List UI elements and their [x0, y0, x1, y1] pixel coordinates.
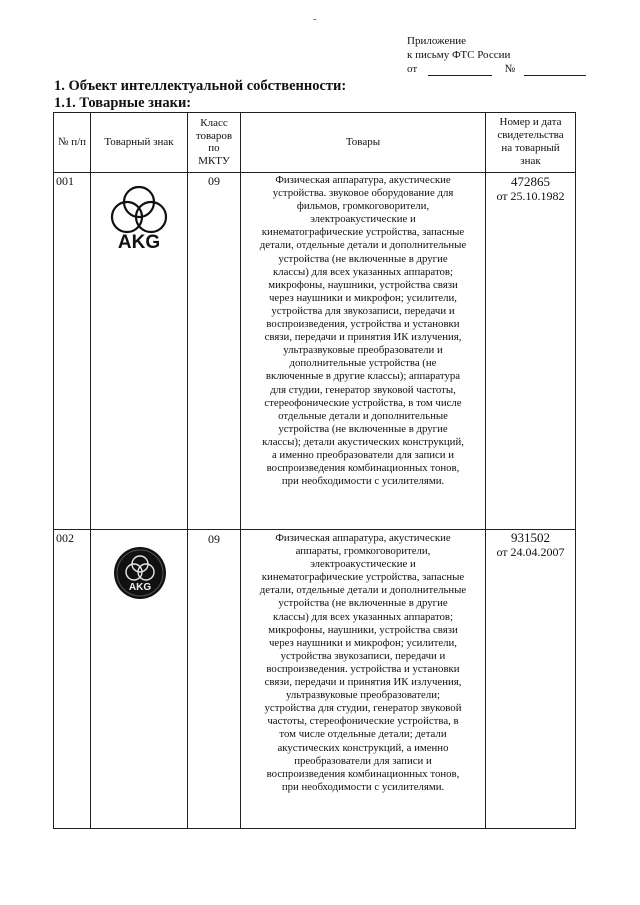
goods-line: детали, отдельные детали и дополнительные	[259, 584, 467, 597]
goods-line: ультразвуковые преобразователи;	[286, 689, 440, 702]
header-mark: Товарный знак	[104, 136, 174, 148]
logo-text: AKG	[117, 232, 161, 253]
goods-line: фильмов, громкоговорители,	[296, 200, 430, 213]
goods-line: аппараты, громкоговорители,	[295, 545, 431, 558]
goods-line: включенные в другие классы); аппаратура	[265, 370, 461, 383]
goods-line: воспроизведения. устройства и установки	[266, 662, 460, 675]
goods-line: дополнительные устройства (не	[289, 357, 437, 370]
goods-line: воспроизведения комбинационных тонов,	[266, 767, 460, 780]
goods-line: кинематографические устройства, запасные	[261, 226, 465, 239]
goods-line: микрофоны, наушники, устройства связи	[268, 278, 458, 291]
goods-line: отдельные детали и дополнительные	[278, 409, 448, 422]
annex-line-1: Приложение	[407, 35, 467, 47]
row-1-reg-date: от 25.10.1982	[496, 189, 565, 203]
goods-line: устройства звукозаписи, передачи и	[280, 649, 446, 662]
goods-line: классы); детали акустических конструкций,	[262, 435, 464, 448]
scan-mark: ˜	[313, 18, 317, 29]
goods-line: устройства (не включенные в другие	[278, 422, 448, 435]
goods-line: Физическая аппаратура, акустические	[275, 532, 451, 544]
akg-rings-icon	[101, 182, 177, 254]
goods-line: электроакустические и	[310, 213, 416, 226]
annex-from-label: от	[407, 63, 418, 75]
goods-line: а именно преобразователи для записи и	[271, 448, 455, 461]
goods-line: устройства. звуковое оборудование для	[272, 187, 454, 200]
col-divider-4	[485, 112, 486, 829]
row-2-goods	[242, 532, 484, 794]
goods-line: преобразователи для записи и	[294, 754, 432, 767]
table-border-bottom	[53, 828, 576, 829]
annex-line-3	[407, 62, 586, 76]
header-reg-line: Номер и дата	[499, 116, 562, 128]
table-header-separator	[53, 172, 576, 173]
goods-line: для студии, генератор звуковой частоты,	[270, 383, 456, 396]
annex-number-blank	[524, 64, 586, 76]
goods-line: при необходимости с усилителями.	[281, 475, 445, 488]
row-2-klass: 09	[208, 532, 220, 546]
goods-line: том числе отдельные детали; детали	[279, 728, 447, 741]
row-2-reg-date: от 24.04.2007	[496, 545, 565, 559]
goods-line: Физическая аппаратура, акустические	[275, 174, 451, 186]
header-reg	[486, 112, 575, 172]
goods-line: воспроизведения комбинационных тонов,	[266, 462, 460, 475]
goods-line: частоты, стереофонические устройства, в	[267, 715, 459, 728]
header-klass-line: Класс	[200, 117, 228, 129]
row-1-reg-number: 472865	[511, 174, 550, 189]
logo-text: AKG	[128, 582, 152, 593]
goods-line: детали, отдельные детали и дополнительные	[259, 239, 467, 252]
goods-line: микрофоны, наушники, устройства связи	[268, 623, 458, 636]
header-klass-line: по	[208, 142, 220, 154]
goods-line: ультразвуковые преобразователи и	[283, 344, 443, 357]
trademarks-table	[53, 112, 576, 829]
goods-line: связи, передачи и принятия ИК излучения,	[264, 331, 462, 344]
header-klass	[188, 112, 240, 172]
row-2-num: 002	[56, 531, 74, 545]
goods-line: классы) для всех указанных аппаратов;	[272, 610, 454, 623]
goods-line: классы) для всех указанных аппаратов;	[272, 265, 454, 278]
goods-line: кинематографические устройства, запасные	[261, 571, 465, 584]
col-divider-1	[90, 112, 91, 829]
goods-line: стереофонические устройства, в том числе	[264, 396, 462, 409]
col-divider-2	[187, 112, 188, 829]
header-num: № п/п	[57, 136, 87, 148]
row-1-registration	[486, 174, 575, 204]
annex-line-2: к письму ФТС России	[407, 49, 511, 61]
header-klass-line: МКТУ	[198, 154, 230, 167]
goods-line: устройства для студии, генератор звуковой	[264, 702, 462, 715]
goods-line: связи, передачи и принятия ИК излучения,	[264, 676, 462, 689]
annex-date-blank	[428, 64, 492, 76]
goods-line: акустических конструкций, а именно	[277, 741, 449, 754]
header-reg-line: знак	[520, 155, 541, 167]
goods-line: воспроизведения, устройства и установки	[266, 318, 460, 331]
annex-block	[407, 34, 586, 76]
goods-line: при необходимости с усилителями.	[281, 780, 445, 793]
goods-line: устройства для звукозаписи, передачи и	[271, 304, 455, 317]
row-2-reg-number: 931502	[511, 530, 550, 545]
table-border-right	[575, 112, 576, 829]
header-reg-line: свидетельства	[497, 129, 564, 141]
row-1-klass: 09	[208, 174, 220, 188]
akg-trademark-logo-2	[112, 545, 168, 601]
col-divider-3	[240, 112, 241, 829]
goods-line: устройства (не включенные в другие	[278, 597, 448, 610]
header-goods: Товары	[345, 136, 381, 148]
akg-trademark-logo-1	[101, 182, 177, 254]
section-heading: 1. Объект интеллектуальной собственности:	[54, 78, 347, 94]
row-1-num: 001	[56, 174, 74, 188]
goods-line: электроакустические и	[310, 558, 416, 571]
header-reg-line: на товарный	[501, 142, 560, 154]
goods-line: устройства (не включенные в другие	[278, 252, 448, 265]
goods-line: через наушники и микрофон; усилители,	[268, 291, 458, 304]
akg-badge-icon	[112, 545, 168, 601]
subsection-heading: 1.1. Товарные знаки:	[54, 95, 192, 111]
header-klass-line: товаров	[195, 129, 233, 142]
row-1-goods	[242, 174, 484, 488]
annex-number-label: №	[504, 63, 516, 75]
row-2-registration	[486, 530, 575, 560]
table-border-left	[53, 112, 54, 829]
goods-line: через наушники и микрофон; усилители,	[268, 636, 458, 649]
